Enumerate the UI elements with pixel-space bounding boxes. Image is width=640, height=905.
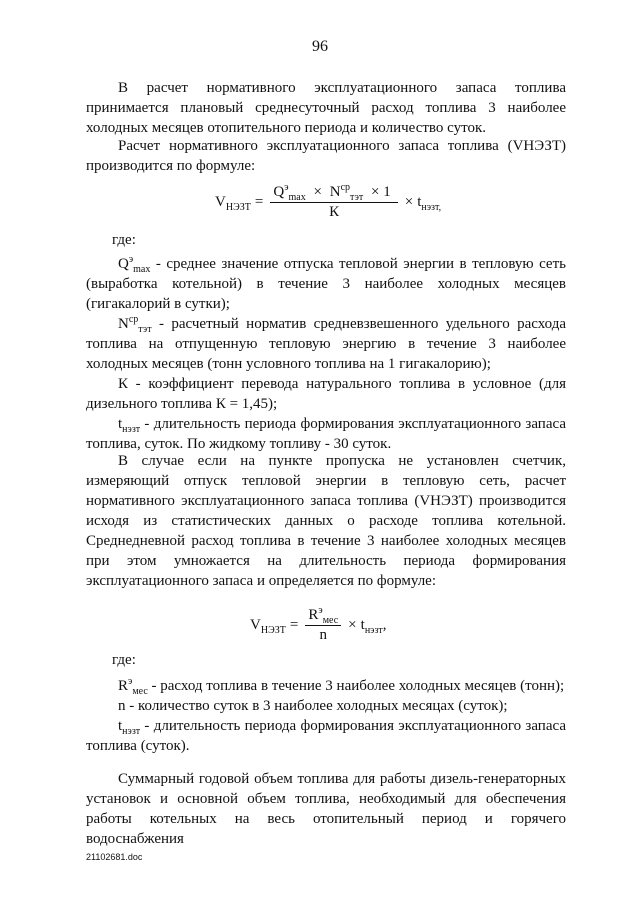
definition-t-2: $t_{нэзт}$ - длительность периода формирования эксплуатационного запаса топлива (суток). [86,718,566,754]
definition-q: $Q^э_{max}$ - среднее значение отпуска тепловой энергии в тепловую сеть (выработка котельной) в течение 3 наиболее холодных месяцев (гигакалорий в сутки); [86,254,566,312]
formula-1-t: $t_{нэзт,}$ [417,194,442,213]
formula-1 [215,184,441,221]
definition-n: $N^{ср}_{тэт}$ - расчетный норматив средневзвешенного удельного расхода топлива на отпущенную тепловую энергию в течение 3 наиболее холодных месяцев (тонн условного топлива на 1 гигакалорию); [86,314,566,372]
formula-1-lhs: $V_{НЭЗТ}$ [215,194,251,213]
paragraph-3: В случае если на пункте пропуска не установлен счетчик, измеряющий отпуск тепловой энергии в тепловую сеть, расчет нормативного эксплуатационного запаса топлива (VНЭЗТ) производится исходя из статистических данных о расходе топлива котельной. Среднедневной расход топлива в течение 3 наиболее холодных месяцев при этом умножается на длительность периода формирования эксплуатационного запаса и определяется по формуле: [86,453,566,589]
paragraph-no-meter [86,451,566,591]
formula-2 [250,607,387,644]
formula-2-lhs: $V_{НЭЗТ}$ [250,617,286,636]
formula-2-eq: = [289,617,299,633]
where-label-1: где: [112,232,136,248]
paragraph-intro [86,78,566,138]
formula-2-denominator: n [319,627,328,643]
paragraph-2: Расчет нормативного эксплуатационного запаса топлива (VНЭЗТ) производится по формуле: [86,138,566,174]
definitions-1 [86,254,566,454]
page-number: 96 [312,38,328,55]
formula-1-denominator: К [329,204,340,220]
formula-2-fraction [305,607,341,644]
formula-1-eq: = [254,194,264,210]
definition-k: К - коэффициент перевода натурального топлива в условное (для дизельного топлива К = 1,45); [86,376,566,412]
paragraph-formula-intro [86,136,566,176]
formula-2-times: × [348,617,357,633]
formula-1-times: × [404,194,414,210]
footer-filename: 21102681.doc [86,852,143,862]
paragraph-annual-volume [86,769,566,849]
formula-1-numerator: $Q^э_{max} \times N^{ср}_{тэт} \times 1$ [270,184,397,203]
definition-r: $R^э_{мес}$ - расход топлива в течение 3 наиболее холодных месяцев (тонн); [118,676,565,697]
definition-n-days: n - количество суток в 3 наиболее холодных месяцах (суток); [118,698,508,714]
paragraph-4: Суммарный годовой объем топлива для работы дизель-генераторных установок и основной объем топлива, необходимый для обеспечения работы котельных на весь отопительный период и горячего водоснабжения [86,771,566,847]
definitions-2 [86,676,566,756]
where-label-2: где: [112,652,136,668]
definition-t: $t_{нэзт}$ - длительность периода формирования эксплуатационного запаса топлива, суток. По жидкому топливу - 30 суток. [86,416,566,452]
formula-1-fraction [270,184,397,221]
formula-2-numerator: $R^э_{мес}$ [305,607,341,626]
formula-2-t: $t_{нэзт}$, [360,617,387,636]
paragraph-1: В расчет нормативного эксплуатационного запаса топлива принимается плановый среднесуточный расход топлива 3 наиболее холодных месяцев отопительного периода и количество суток. [86,80,566,136]
